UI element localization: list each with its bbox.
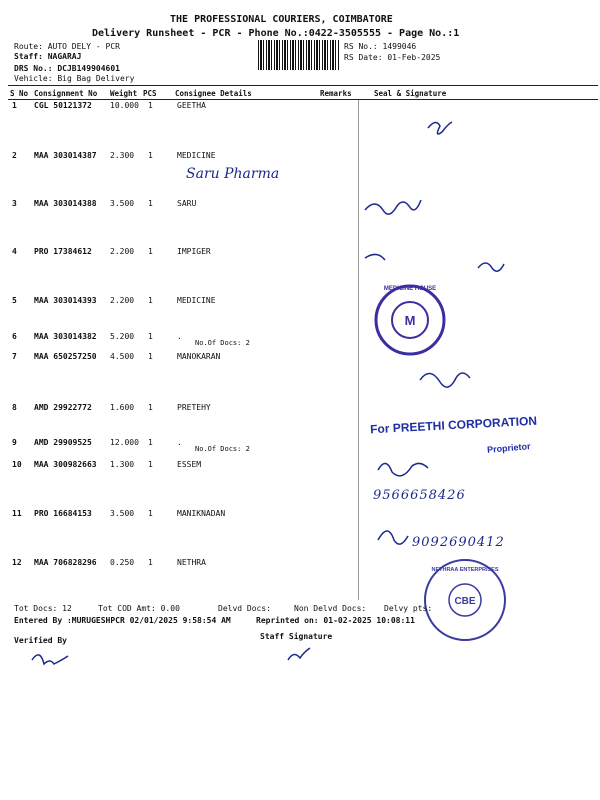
row-pcs: 1 [148, 199, 153, 208]
row-note: No.Of Docs: 2 [195, 445, 250, 453]
row-pcs: 1 [148, 460, 153, 469]
col-seal: Seal & Signature [374, 89, 447, 98]
row-consignee: ESSEM [177, 460, 202, 469]
drs-no: DRS No.: DCJB149904601 [14, 64, 120, 73]
row-consignment: PRO 17384612 [34, 247, 92, 256]
row-sno: 12 [12, 558, 22, 567]
row-consignee: MEDICINE [177, 151, 216, 160]
col-pcs: PCS [143, 89, 157, 98]
col-consignee: Consignee Details [175, 89, 252, 98]
verified-by: Verified By [14, 636, 67, 645]
delvd-docs: Delvd Docs: [218, 604, 271, 613]
row-weight: 2.200 [110, 247, 135, 256]
col-weight: Weight [110, 89, 138, 98]
row-sno: 5 [12, 296, 17, 305]
stamp-preethi-corporation: For PREETHI CORPORATION [369, 413, 538, 437]
handwritten-phone-1: 9566658426 [373, 488, 466, 503]
row-consignment: PRO 16684153 [34, 509, 92, 518]
tot-cod: Tot COD Amt: 0.00 [98, 604, 180, 613]
row-sno: 6 [12, 332, 17, 341]
row-consignment: MAA 303014387 [34, 151, 97, 160]
row-consignment: MAA 303014393 [34, 296, 97, 305]
row-weight: 2.300 [110, 151, 135, 160]
row-consignee: PRETEHY [177, 403, 211, 412]
stamp-proprietor: Proprietor [486, 441, 531, 455]
row-pcs: 1 [148, 509, 153, 518]
row-consignment: AMD 29922772 [34, 403, 92, 412]
row-pcs: 1 [148, 247, 153, 256]
stamp-medicine-text: MEDICINE HOUSE [383, 286, 437, 292]
row-consignee: MANIKNADAN [177, 509, 226, 518]
col-sno: S No [10, 89, 29, 98]
row-consignee: . [177, 332, 182, 341]
row-consignee: MANOKARAN [177, 352, 221, 361]
svg-text:M: M [404, 313, 416, 328]
row-pcs: 1 [148, 403, 153, 412]
row-sno: 1 [12, 101, 17, 110]
non-delvd-docs: Non Delvd Docs: [294, 604, 367, 613]
row-consignment: AMD 29909525 [34, 438, 92, 447]
row-weight: 1.600 [110, 403, 135, 412]
row-sno: 4 [12, 247, 17, 256]
row-consignment: CGL 50121372 [34, 101, 92, 110]
row-pcs: 1 [148, 438, 153, 447]
stamp-cbe-text: CBE [454, 596, 476, 607]
vehicle: Vehicle: Big Bag Delivery [14, 74, 135, 83]
row-sno: 3 [12, 199, 17, 208]
row-pcs: 1 [148, 332, 153, 341]
row-consignee: GEETHA [177, 101, 206, 110]
rs-date: RS Date: 01-Feb-2025 [344, 53, 441, 62]
row-weight: 1.300 [110, 460, 135, 469]
row-weight: 4.500 [110, 352, 135, 361]
reprinted-on: Reprinted on: 01-02-2025 10:08:11 [256, 616, 415, 625]
row-sno: 11 [12, 509, 22, 518]
tot-docs: Tot Docs: 12 [14, 604, 72, 613]
row-sno: 10 [12, 460, 22, 469]
row-weight: 2.200 [110, 296, 135, 305]
row-sno: 8 [12, 403, 17, 412]
col-consignment: Consignment No [34, 89, 98, 98]
handwritten-phone-2: 9092690412 [412, 535, 505, 550]
staff-signature: Staff Signature [260, 632, 333, 641]
row-weight: 3.500 [110, 509, 135, 518]
col-remarks: Remarks [320, 89, 352, 98]
row-weight: 0.250 [110, 558, 135, 567]
delvy-pts: Delvy pts: [384, 604, 433, 613]
runsheet-subtitle: Delivery Runsheet - PCR - Phone No.:0422-3505555 - Page No.:1 [92, 28, 460, 39]
row-sno: 2 [12, 151, 17, 160]
row-consignment: MAA 303014388 [34, 199, 97, 208]
row-pcs: 1 [148, 151, 153, 160]
entered-by: Entered By :MURUGESHPCR 02/01/2025 9:58:54 AM [14, 616, 231, 625]
row-sno: 7 [12, 352, 17, 361]
row-consignee: SARU [177, 199, 197, 208]
row-sno: 9 [12, 438, 17, 447]
row-weight: 3.500 [110, 199, 135, 208]
row-note: No.Of Docs: 2 [195, 339, 250, 347]
route: Route: AUTO DELY - PCR [14, 42, 120, 51]
row-weight: 5.200 [110, 332, 135, 341]
row-pcs: 1 [148, 558, 153, 567]
row-consignment: MAA 706828296 [34, 558, 97, 567]
row-pcs: 1 [148, 101, 153, 110]
row-consignee: IMPIGER [177, 247, 211, 256]
stamp-nethraa-text: NETHRAA ENTERPRISES [431, 567, 499, 573]
handwritten-saru-pharma: Saru Pharma [186, 166, 280, 182]
row-pcs: 1 [148, 352, 153, 361]
rs-no: RS No.: 1499046 [344, 42, 417, 51]
row-consignee: MEDICINE [177, 296, 216, 305]
row-weight: 10.000 [110, 101, 139, 110]
row-consignment: MAA 650257250 [34, 352, 97, 361]
company-title: THE PROFESSIONAL COURIERS, COIMBATORE [170, 14, 393, 25]
row-weight: 12.000 [110, 438, 139, 447]
staff: Staff: NAGARAJ [14, 52, 82, 61]
row-consignment: MAA 303014382 [34, 332, 97, 341]
row-consignment: MAA 300982663 [34, 460, 97, 469]
row-pcs: 1 [148, 296, 153, 305]
row-consignee: NETHRA [177, 558, 206, 567]
row-consignee: . [177, 438, 182, 447]
